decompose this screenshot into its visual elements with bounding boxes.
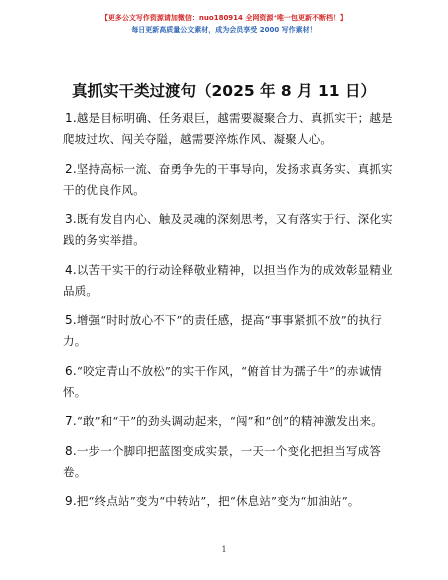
item-text: “咬定青山不放松”的实干作风，“俯首甘为孺子牛”的赤诚情怀。 xyxy=(63,363,382,399)
promo-line-1: 【更多公文写作资源请加微信：nuo180914 全网资源⁺唯一包更新不断档！】 xyxy=(100,14,348,22)
item-text: 增强“时时放心不下”的责任感，提高“事事紧抓不放”的执行力。 xyxy=(63,313,382,348)
item-number: 2. xyxy=(65,161,77,176)
item-number: 5. xyxy=(65,313,77,327)
item-text: 一步一个脚印把蓝图变成实景，一天一个变化把担当写成答卷。 xyxy=(63,443,382,479)
list-item xyxy=(63,159,395,201)
item-text: 既有发自内心、触及灵魂的深刻思考，又有落实于行、深化实践的务实举措。 xyxy=(63,212,393,247)
item-text: 越是目标明确、任务艰巨，越需要凝聚合力、真抓实干；越是爬坡过坎、闯关夺隘，越需要淬炼作风、凝聚人心。 xyxy=(63,111,393,146)
list-item xyxy=(63,491,395,512)
item-text: 坚持高标一流、奋勇争先的干事导向，发扬求真务实、真抓实干的优良作风。 xyxy=(63,161,393,197)
list-item xyxy=(63,209,395,251)
list-item xyxy=(63,411,395,432)
document-title: 真抓实干类过渡句（2025 年 8 月 11 日） xyxy=(72,82,376,100)
promo-banner xyxy=(0,12,448,36)
item-number: 4. xyxy=(65,262,77,277)
list-item xyxy=(63,260,395,302)
list-item xyxy=(63,361,395,403)
item-number: 7. xyxy=(65,414,77,428)
item-number: 8. xyxy=(65,443,77,458)
list-item xyxy=(63,310,395,352)
item-text: 把“终点站”变为“中转站”，把“休息站”变为“加油站”。 xyxy=(76,494,360,508)
page-number: 1 xyxy=(221,545,227,554)
item-text: “敢”和“干”的劲头调动起来，“闯”和“创”的精神激发出来。 xyxy=(76,414,383,428)
document-body xyxy=(63,108,395,521)
list-item xyxy=(63,108,395,150)
item-number: 3. xyxy=(65,212,77,226)
item-text: 以苦干实干的行动诠释敬业精神，以担当作为的成效彰显精业品质。 xyxy=(63,262,393,298)
item-number: 9. xyxy=(65,494,77,508)
list-item xyxy=(63,441,395,483)
item-number: 1. xyxy=(65,111,77,125)
item-number: 6. xyxy=(65,363,77,378)
promo-line-2: 每日更新高质量公文素材，成为会员享受 2000 写作素材！ xyxy=(131,26,317,34)
